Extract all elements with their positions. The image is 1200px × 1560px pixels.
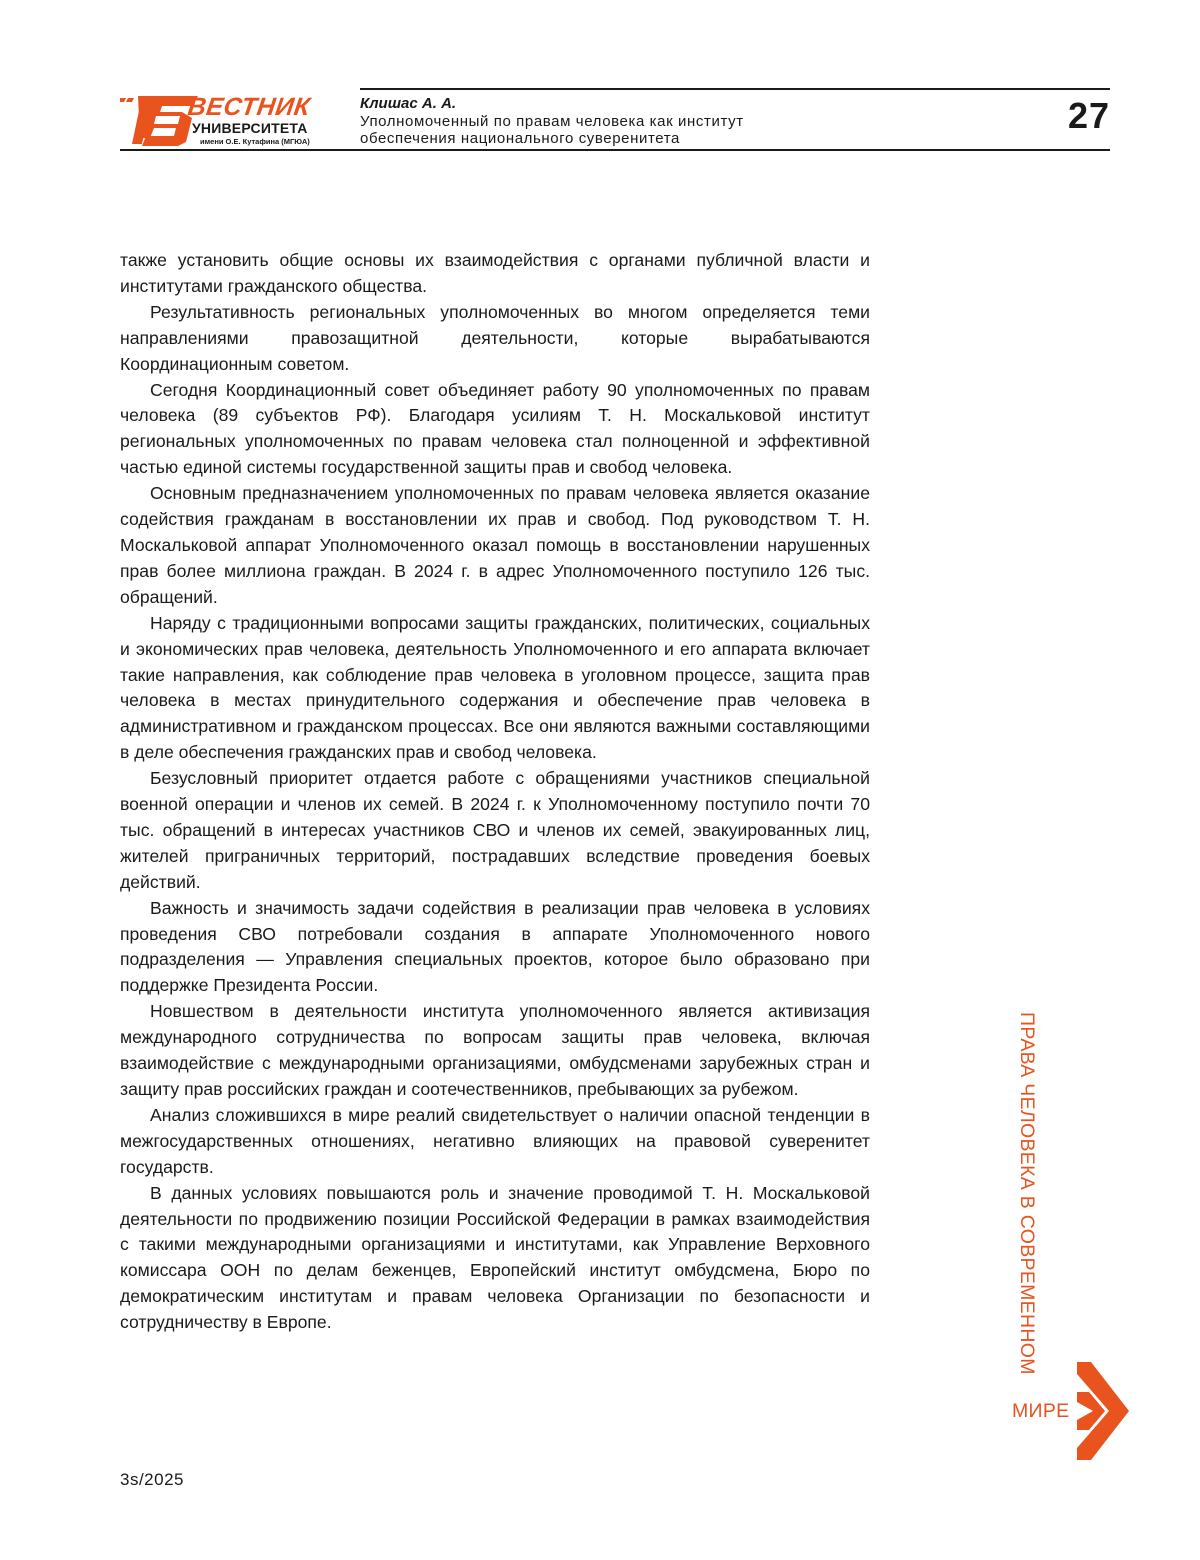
section-title-vertical: ПРАВА ЧЕЛОВЕКА В СОВРЕМЕННОМ [1010,1012,1044,1412]
paragraph: Безусловный приоритет отдается работе с обращениями участников специальной военной операции и членов их семей. В 2024 г. к Уполномоченному поступило почти 70 тыс. обращений в интересах участников СВО и членов их семей, эвакуированных лиц, жителей приграничных территорий, пострадавших вследствие проведения боевых действий. [120,766,870,896]
paragraph: Важность и значимость задачи содействия в реализации прав человека в условиях проведения СВО потребовали создания в аппарате Уполномоченного нового подразделения — Управления специальных проектов, которое было образовано при поддержке Президента России. [120,896,870,1000]
arrow-right-icon [1075,1362,1131,1460]
running-title-line-1: Уполномоченный по правам человека как институт [360,113,880,130]
issue-number: 3s/2025 [120,1470,184,1490]
journal-logo [120,92,325,148]
logo-title: ВЕСТНИК [186,94,312,120]
header-rule-bottom [120,149,1110,151]
paragraph: Наряду с традиционными вопросами защиты гражданских, политических, социальных и экономических прав человека, деятельность Уполномоченного и его аппарата включает такие направления, как соблюдение прав человека в уголовном процессе, защита прав человека в местах принудительного содержания и обеспечение прав человека в административном и гражданском процессах. Все они являются важными составляющими в деле обеспечения гражданских прав и свобод человека. [120,611,870,766]
page-number: 27 [1068,96,1110,136]
paragraph: Основным предназначением уполномоченных по правам человека является оказание содействия гражданам в восстановлении их прав и свобод. Под руководством Т. Н. Москальковой аппарат Уполномоченного оказал помощь в восстановлении нарушенных прав более миллиона граждан. В 2024 г. в адрес Уполномоченного поступило 126 тыс. обращений. [120,481,870,611]
page-header [120,88,1110,152]
paragraph: Результативность региональных уполномоченных во многом определяется теми направлениями правозащитной деятельности, которые вырабатываются Координационным советом. [120,300,870,378]
logo-affiliation: имени О.Е. Кутафина (МГЮА) [200,137,310,146]
paragraph: Анализ сложившихся в мире реалий свидетельствует о наличии опасной тенденции в межгосударственных отношениях, негативно влияющих на правовой суверенитет государств. [120,1103,870,1181]
section-title-last-word: МИРЕ [1012,1400,1069,1422]
running-title-line-2: обеспечения национального суверенитета [360,130,880,147]
article-author: Клишас А. А. [360,95,456,112]
paragraph: Новшеством в деятельности института уполномоченного является активизация международного сотрудничества по вопросам защиты прав человека, включая взаимодействие с международными организациями, омбудсменами зарубежных стран и защиту прав российских граждан и соотечественников, пребывающих за рубежом. [120,999,870,1103]
paragraph: также установить общие основы их взаимодействия с органами публичной власти и институтами гражданского общества. [120,248,870,300]
logo-subtitle: УНИВЕРСИТЕТА [192,120,308,136]
paragraph: Сегодня Координационный совет объединяет работу 90 уполномоченных по правам человека (89 субъектов РФ). Благодаря усилиям Т. Н. Москальковой институт региональных уполномоченных по правам человека стал полноценной и эффективной частью единой системы государственной защиты прав и свобод человека. [120,378,870,482]
header-rule-top [360,88,1110,90]
article-body [120,248,870,1336]
paragraph: В данных условиях повышаются роль и значение проводимой Т. Н. Москальковой деятельности по продвижению позиции Российской Федерации в рамках взаимодействия с такими международными организациями и институтами, как Управление Верховного комиссара ООН по делам беженцев, Европейский институт омбудсмена, Бюро по демократическим институтам и правам человека Организации по безопасности и сотрудничеству в Европе. [120,1181,870,1336]
running-title [360,113,880,147]
